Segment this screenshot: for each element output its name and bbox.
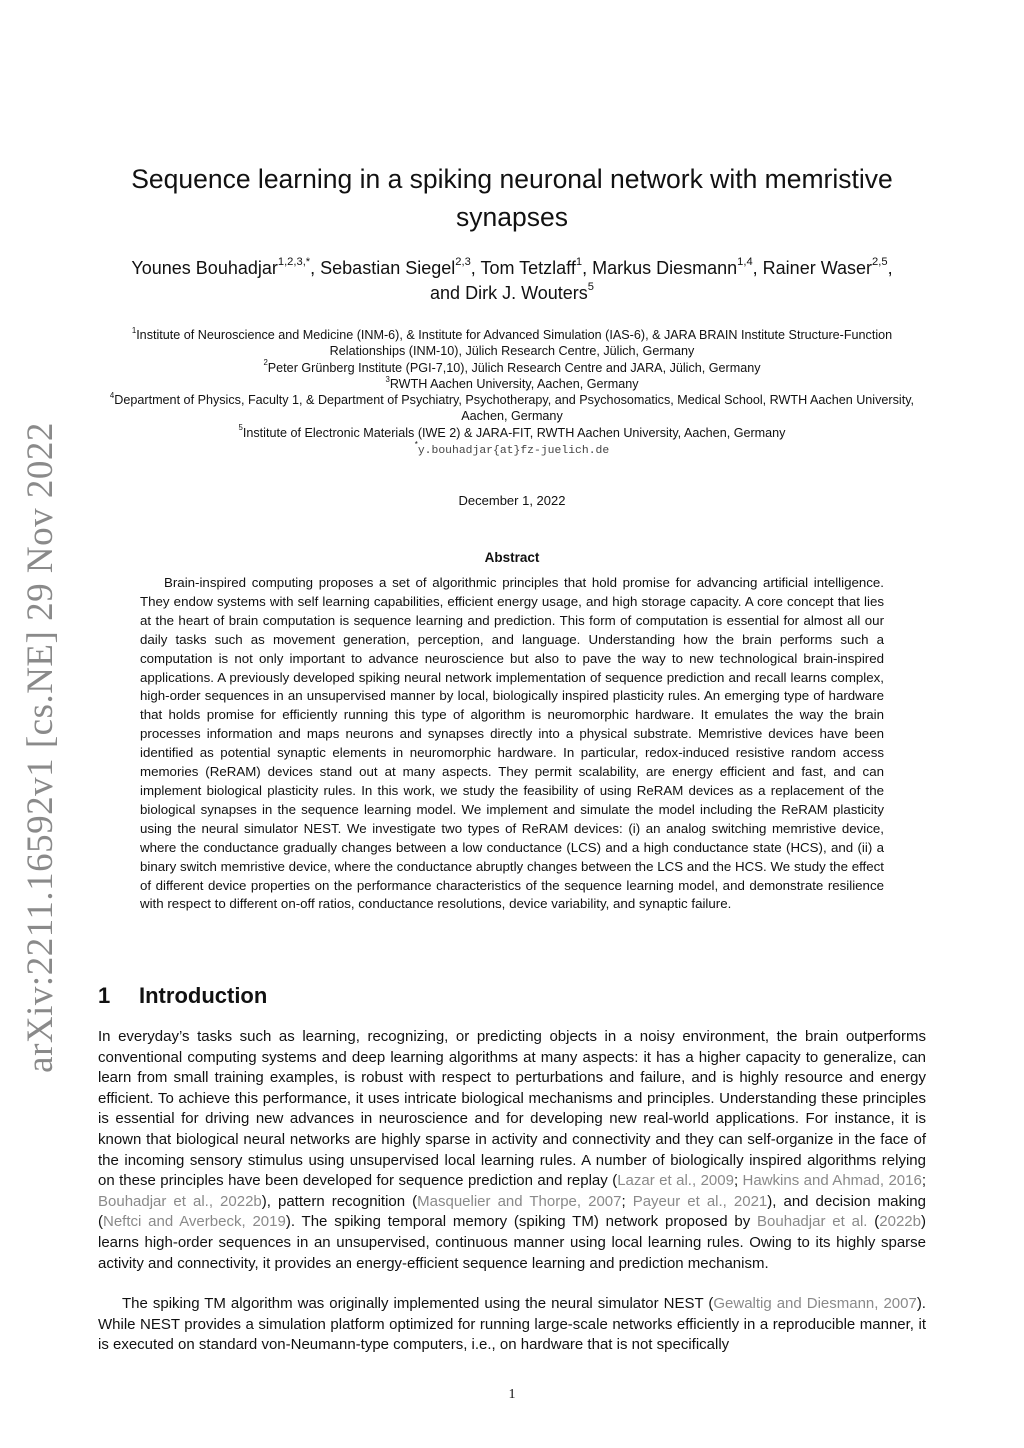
affiliation [95,376,929,392]
paragraph-text: ), and decision making ( [98,1192,926,1231]
author-name: Rainer Waser [762,258,873,278]
paragraph-text: ; [733,1172,743,1190]
author-name: Markus Diesmann [592,258,738,278]
affiliation-mark: 1 [131,325,137,335]
affiliation [95,327,929,360]
section-heading [98,981,267,1011]
author-affiliation-marks: 1 [575,256,583,269]
author-affiliation-marks: 1,2,3,* [277,256,311,269]
author-list: Younes Bouhadjar$^{1,2,3,*}$, Sebastian Siegel$^{2,3}$, Tom Tetzlaff$^1$, Markus Diesmann$^{1,4}$, Rainer Waser$^{2,5}$, and Dirk J. Wouters$^5$ [131,256,893,303]
citation-link[interactable]: Hawkins and Ahmad, 2016 [742,1172,922,1190]
intro-paragraph-1 [98,1027,926,1274]
citation-link[interactable]: 2022b [879,1213,921,1231]
author-name: Dirk J. Wouters [465,283,588,303]
arxiv-stamp-text: arXiv:2211.16592v1 [cs.NE] 29 Nov 2022 [19,422,61,1073]
paragraph-text: ; [921,1172,926,1190]
citation-link[interactable]: Gewaltig and Diesmann, 2007 [713,1295,917,1312]
publication-date: December 1, 2022 [458,493,566,508]
author-affiliation-marks: 2,3 [455,256,471,269]
affiliation-text: Peter Grünberg Institute (PGI-7,10), Jülich Research Centre and JARA, Jülich, Germany [267,360,761,375]
author-name: Sebastian Siegel [320,258,456,278]
correspondence-mark: * [414,439,418,449]
paragraph-text: ), pattern recognition ( [261,1192,418,1210]
citation-link[interactable]: Bouhadjar et al. [757,1213,868,1231]
citation-link[interactable]: Neftci and Averbeck, 2019 [103,1213,286,1231]
authors-connector: and [430,283,461,303]
affiliation-text: Department of Physics, Faculty 1, & Department of Psychiatry, Psychotherapy, and Psychosomatics, Medical School, RWTH Aachen University, Aachen, Germany [114,393,915,424]
author-affiliation-marks: 5 [587,281,594,294]
paragraph-text: ( [867,1213,880,1231]
correspondence [95,441,929,459]
citation-link[interactable]: Payeur et al., 2021 [632,1192,768,1210]
correspondence-email[interactable]: y.bouhadjar{at}fz-juelich.de [417,445,610,458]
citation-link[interactable]: Lazar et al., 2009 [617,1172,734,1190]
paper-title: Sequence learning in a spiking neuronal network with memristive synapses [131,164,893,232]
citation-link[interactable]: Masquelier and Thorpe, 2007 [417,1192,622,1210]
section-title: Introduction [139,983,268,1008]
affiliation-mark: 4 [109,390,115,400]
affiliation [95,425,929,441]
affiliation-mark: 3 [385,374,390,384]
paragraph-text: ). The spiking temporal memory (spiking TM) network proposed by [285,1213,758,1231]
section-number: 1 [98,983,111,1008]
affiliation-text: Institute of Electronic Materials (IWE 2) & JARA-FIT, RWTH Aachen University, Aachen, Germany [242,425,786,440]
affiliation-mark: 5 [238,423,243,433]
paragraph-text: In everyday’s tasks such as learning, recognizing, or predicting objects in a noisy environment, the brain outperforms conventional computing systems and deep learning algorithms at many aspects: it has a higher capacity to generalize, can learn from small training examples, is robust with respect to perturbations and failure, and is highly resource and energy efficient. To achieve this performance, it uses intricate biological mechanisms and principles. Understanding these principles is essential for driving new advances in neuroscience and for developing new real-world applications. For instance, it is known that biological neural networks are highly sparse in activity and connectivity and they can self-organize in the face of the incoming sensory stimulus using unsupervised local learning rules. A number of biologically inspired algorithms relying on these principles have been developed for sequence prediction and replay ( [98,1028,926,1190]
affiliation [95,392,929,425]
paragraph-text: ) learns high-order sequences in an unsupervised, continuous manner using local learning rules. Owing to its highly sparse activity and connectivity, it provides an energy-efficient sequence learning and prediction mechanism. [98,1213,926,1272]
affiliation [95,360,929,376]
affiliation-mark: 2 [263,358,268,368]
paragraph-text: ; [621,1192,633,1210]
page-number: 1 [508,1387,516,1402]
affiliation-list [95,327,929,459]
affiliation-text: RWTH Aachen University, Aachen, Germany [389,376,639,391]
citation-link[interactable]: Bouhadjar et al., 2022b [98,1192,262,1210]
author-name: Younes Bouhadjar [131,258,278,278]
abstract-heading: Abstract [484,550,540,565]
author-affiliation-marks: 2,5 [872,256,888,269]
arxiv-stamp [18,422,62,1073]
paragraph-text: ). While NEST provides a simulation platform optimized for running large-scale networks efficiently in a reproducible manner, it is executed on standard von-Neumann-type computers, i.e., on hardware that is not specifically [98,1295,926,1354]
abstract-text: Brain-inspired computing proposes a set of algorithmic principles that hold promise for advancing artificial intelligence. They endow systems with self learning capabilities, efficient energy usage, and high storage capacity. A core concept that lies at the heart of brain computation is sequence learning and prediction. This form of computation is essential for almost all our daily tasks such as movement generation, perception, and language. Understanding how the brain performs such a computation is not only important to advance neuroscience but also to pave the way to new technological brain-inspired applications. A previously developed spiking neural network implementation of sequence prediction and recall learns complex, high-order sequences in an unsupervised manner by local, biologically inspired plasticity rules. An emerging type of hardware that holds promise for efficiently running this type of algorithm is neuromorphic hardware. It emulates the way the brain processes information and maps neurons and synapses directly into a physical substrate. Memristive devices have been identified as potential synaptic elements in neuromorphic hardware. In particular, redox-induced resistive random access memories (ReRAM) devices stand out at many aspects. They permit scalability, are energy efficient and fast, and can implement biological plasticity rules. In this work, we study the feasibility of using ReRAM devices as a replacement of the biological synapses in the sequence learning model. We implement and simulate the model including the ReRAM plasticity using the neural simulator NEST. We investigate two types of ReRAM devices: (i) an analog switching memristive device, where the conductance gradually changes between a low conductance (LCS) and a high conductance state (HCS), and (ii) a binary switch memristive device, where the conductance abruptly changes between the LCS and the HCS. We study the effect of different device properties on the performance characteristics of the sequence learning model, and demonstrate resilience with respect to different on-off ratios, conductance resolutions, device variability, and synaptic failure. [140,575,884,912]
author-affiliation-marks: 1,4 [737,256,753,269]
affiliation-text: Institute of Neuroscience and Medicine (INM-6), & Institute for Advanced Simulation (IAS-6), & JARA BRAIN Institute Structure-Function Relationships (INM-10), Jülich Research Centre, Jülich, Germany [136,328,893,359]
intro-paragraph-2 [98,1294,926,1356]
author-name: Tom Tetzlaff [480,258,576,278]
paragraph-text: The spiking TM algorithm was originally implemented using the neural simulator NEST ( [122,1295,714,1312]
